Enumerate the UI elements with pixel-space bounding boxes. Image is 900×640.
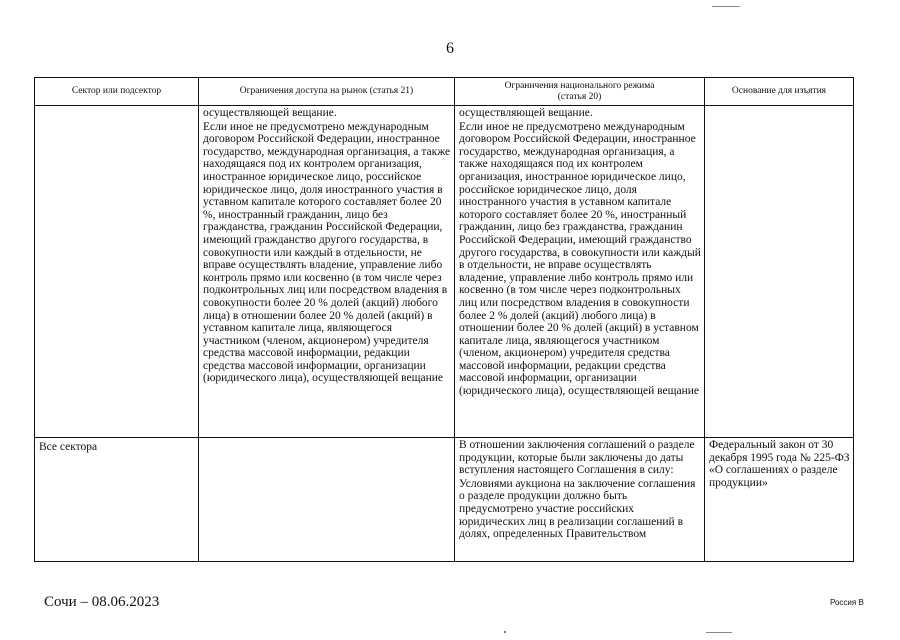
header-basis: Основание для изъятия bbox=[705, 78, 854, 106]
footer-code: Россия В bbox=[830, 598, 864, 607]
scan-mark-top bbox=[712, 6, 740, 7]
row2-basis-cell: Федеральный закон от 30 декабря 1995 года № 225-ФЗ «О соглашениях о разделе продукции» bbox=[705, 438, 854, 562]
row1-national-treatment-paragraph: Если иное не предусмотрено международным договором Российской Федерации, иностранное государство, международная организация, а также находящаяся под их контролем организация, иностранное юридическое лицо, российское юридическое лицо, доля иностранного участия в уставном капитале которого составляет более 20 %, иностранный гражданин, лицо без гражданства, гражданин Российской Федерации, имеющий гражданство другого государства, в совокупности или каждый в отдельности, не вправе осуществлять владение, управление либо контроль прямо или косвенно (в том числе через подконтрольных лиц или посредством владения в совокупности более 2 % долей (акций) любого лица) в отношении более 20 % долей (акций) в уставном капитале лица, являющегося участником (членом, акционером) учредителя средства массовой информации, редакции средства массовой информации, организации (юридического лица), осуществляющей вещание bbox=[459, 120, 701, 398]
row1-national-treatment-paragraph: осуществляющей вещание. bbox=[459, 107, 593, 119]
exemptions-table bbox=[34, 77, 854, 562]
header-market-access: Ограничения доступа на рынок (статья 21) bbox=[199, 78, 455, 106]
row2-market-access-cell bbox=[199, 438, 455, 562]
row1-sector-cell bbox=[35, 106, 199, 438]
row1-market-access-cell bbox=[199, 106, 455, 438]
row1-national-treatment-cell bbox=[455, 106, 705, 438]
table-row bbox=[35, 106, 854, 438]
scan-mark-bottom bbox=[706, 632, 732, 633]
scan-dot-mark bbox=[504, 631, 506, 633]
row1-basis-cell bbox=[705, 106, 854, 438]
row1-market-access-paragraph: Если иное не предусмотрено международным договором Российской Федерации, иностранное государство, международная организация, а также находящаяся под их контролем организация, иностранное юридическое лицо, российское юридическое лицо, доля иностранного участия в уставном капитале которого составляет более 20 %, иностранный гражданин, лицо без гражданства, гражданин Российской Федерации, имеющий гражданство другого государства, в совокупности или каждый в отдельности, не вправе осуществлять владение, управление либо контроль прямо или косвенно (в том числе через подконтрольных лиц или посредством владения в совокупности более 20 % долей (акций) любого лица) в отношении более 20 % долей (акций) в уставном капитале лица, являющегося участником (членом, акционером) учредителя средства массовой информации, редакции средства массовой информации, организации (юридического лица), осуществляющей вещание bbox=[203, 120, 451, 385]
table-header-row bbox=[35, 78, 854, 106]
row1-market-access-paragraph: осуществляющей вещание. bbox=[203, 107, 337, 119]
table-row bbox=[35, 438, 854, 562]
footer-location-date: Сочи – 08.06.2023 bbox=[44, 594, 160, 610]
row2-national-treatment-paragraph: В отношении заключения соглашений о разделе продукции, которые были заключены до даты вступления настоящего Соглашения в силу: bbox=[459, 439, 695, 477]
row2-national-treatment-paragraph: Условиями аукциона на заключение соглашения о разделе продукции должно быть предусмотрено участие российских юридических лиц в реализации соглашений в долях, определенных Правительством bbox=[459, 477, 696, 541]
page-number: 6 bbox=[446, 40, 454, 57]
row2-sector-cell: Все сектора bbox=[35, 438, 199, 562]
row2-national-treatment-cell bbox=[455, 438, 705, 562]
header-sector: Сектор или подсектор bbox=[35, 78, 199, 106]
header-national-treatment: Ограничения национального режима (статья 20) bbox=[455, 78, 705, 106]
